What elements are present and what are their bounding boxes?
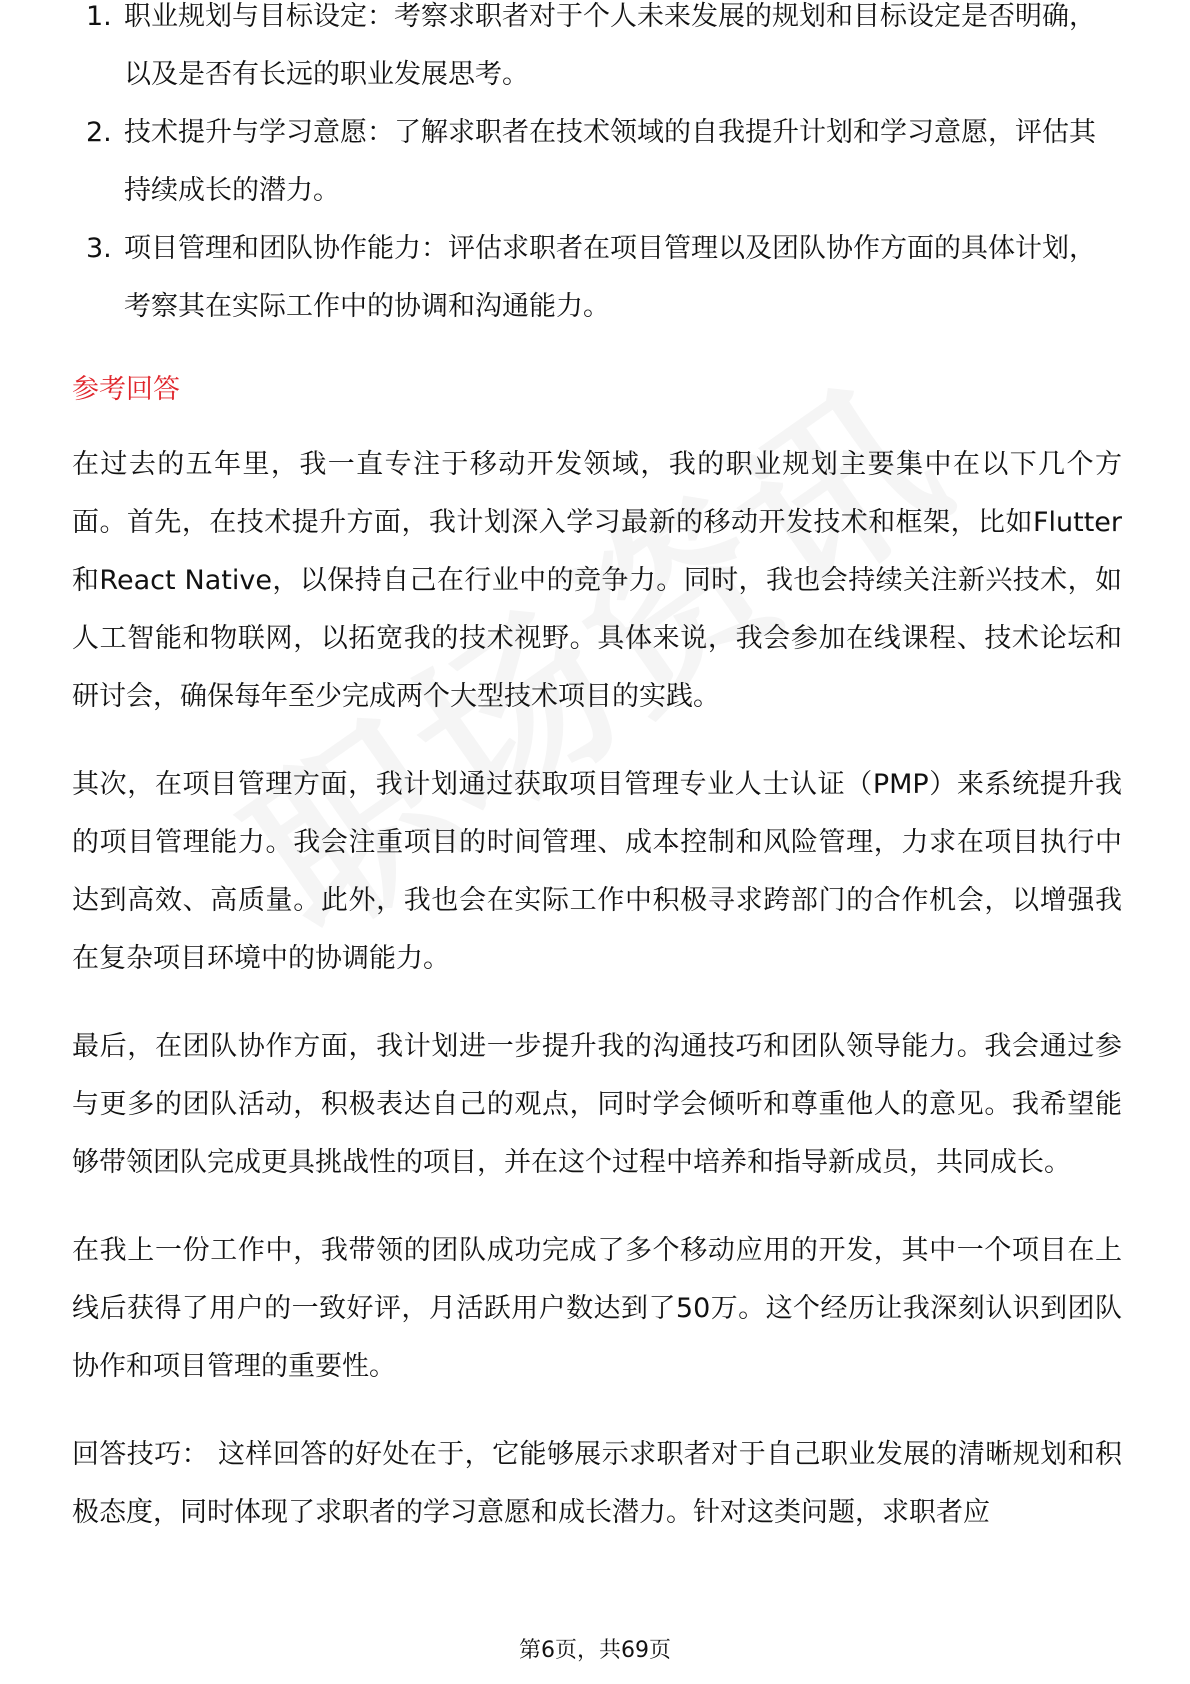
list-item-text: 项目管理和团队协作能力：评估求职者在项目管理以及团队协作方面的具体计划，考察其在实际工作中的协调和沟通能力。: [124, 233, 1096, 322]
list-item-text: 技术提升与学习意愿：了解求职者在技术领域的自我提升计划和学习意愿，评估其持续成长的潜力。: [124, 117, 1096, 206]
list-item: [72, 104, 1122, 220]
list-item-text: 职业规划与目标设定：考察求职者对于个人未来发展的规划和目标设定是否明确，以及是否有长远的职业发展思考。: [124, 1, 1096, 90]
paragraph: 在我上一份工作中，我带领的团队成功完成了多个移动应用的开发，其中一个项目在上线后获得了用户的一致好评，月活跃用户数达到了50万。这个经历让我深刻认识到团队协作和项目管理的重要性。: [72, 1235, 1122, 1382]
list-item-number: 1.: [86, 1, 112, 32]
paragraph: 在过去的五年里，我一直专注于移动开发领域，我的职业规划主要集中在以下几个方面。首先，在技术提升方面，我计划深入学习最新的移动开发技术和框架，比如Flutter和React Native，以保持自己在行业中的竞争力。同时，我也会持续关注新兴技术，如人工智能和物联网，以拓宽我的技术视野。具体来说，我会参加在线课程、技术论坛和研讨会，确保每年至少完成两个大型技术项目的实践。: [72, 449, 1122, 712]
list-item-number: 3.: [86, 233, 112, 264]
page-number: 第6页，共69页: [519, 1638, 671, 1663]
list-item-number: 2.: [86, 117, 112, 148]
paragraph: 最后，在团队协作方面，我计划进一步提升我的沟通技巧和团队领导能力。我会通过参与更多的团队活动，积极表达自己的观点，同时学会倾听和尊重他人的意见。我希望能够带领团队完成更具挑战性的项目，并在这个过程中培养和指导新成员，共同成长。: [72, 1031, 1122, 1178]
page-content: [72, 1, 1122, 1572]
list-item: [72, 0, 1122, 104]
section-title: 参考回答: [72, 374, 180, 405]
paragraph: 回答技巧： 这样回答的好处在于，它能够展示求职者对于自己职业发展的清晰规划和积极态度，同时体现了求职者的学习意愿和成长潜力。针对这类问题，求职者应: [72, 1439, 1122, 1528]
criteria-list: [72, 0, 1122, 336]
list-item: [72, 220, 1122, 336]
paragraph: 其次，在项目管理方面，我计划通过获取项目管理专业人士认证（PMP）来系统提升我的项目管理能力。我会注重项目的时间管理、成本控制和风险管理，力求在项目执行中达到高效、高质量。此外，我也会在实际工作中积极寻求跨部门的合作机会，以增强我在复杂项目环境中的协调能力。: [72, 769, 1122, 974]
